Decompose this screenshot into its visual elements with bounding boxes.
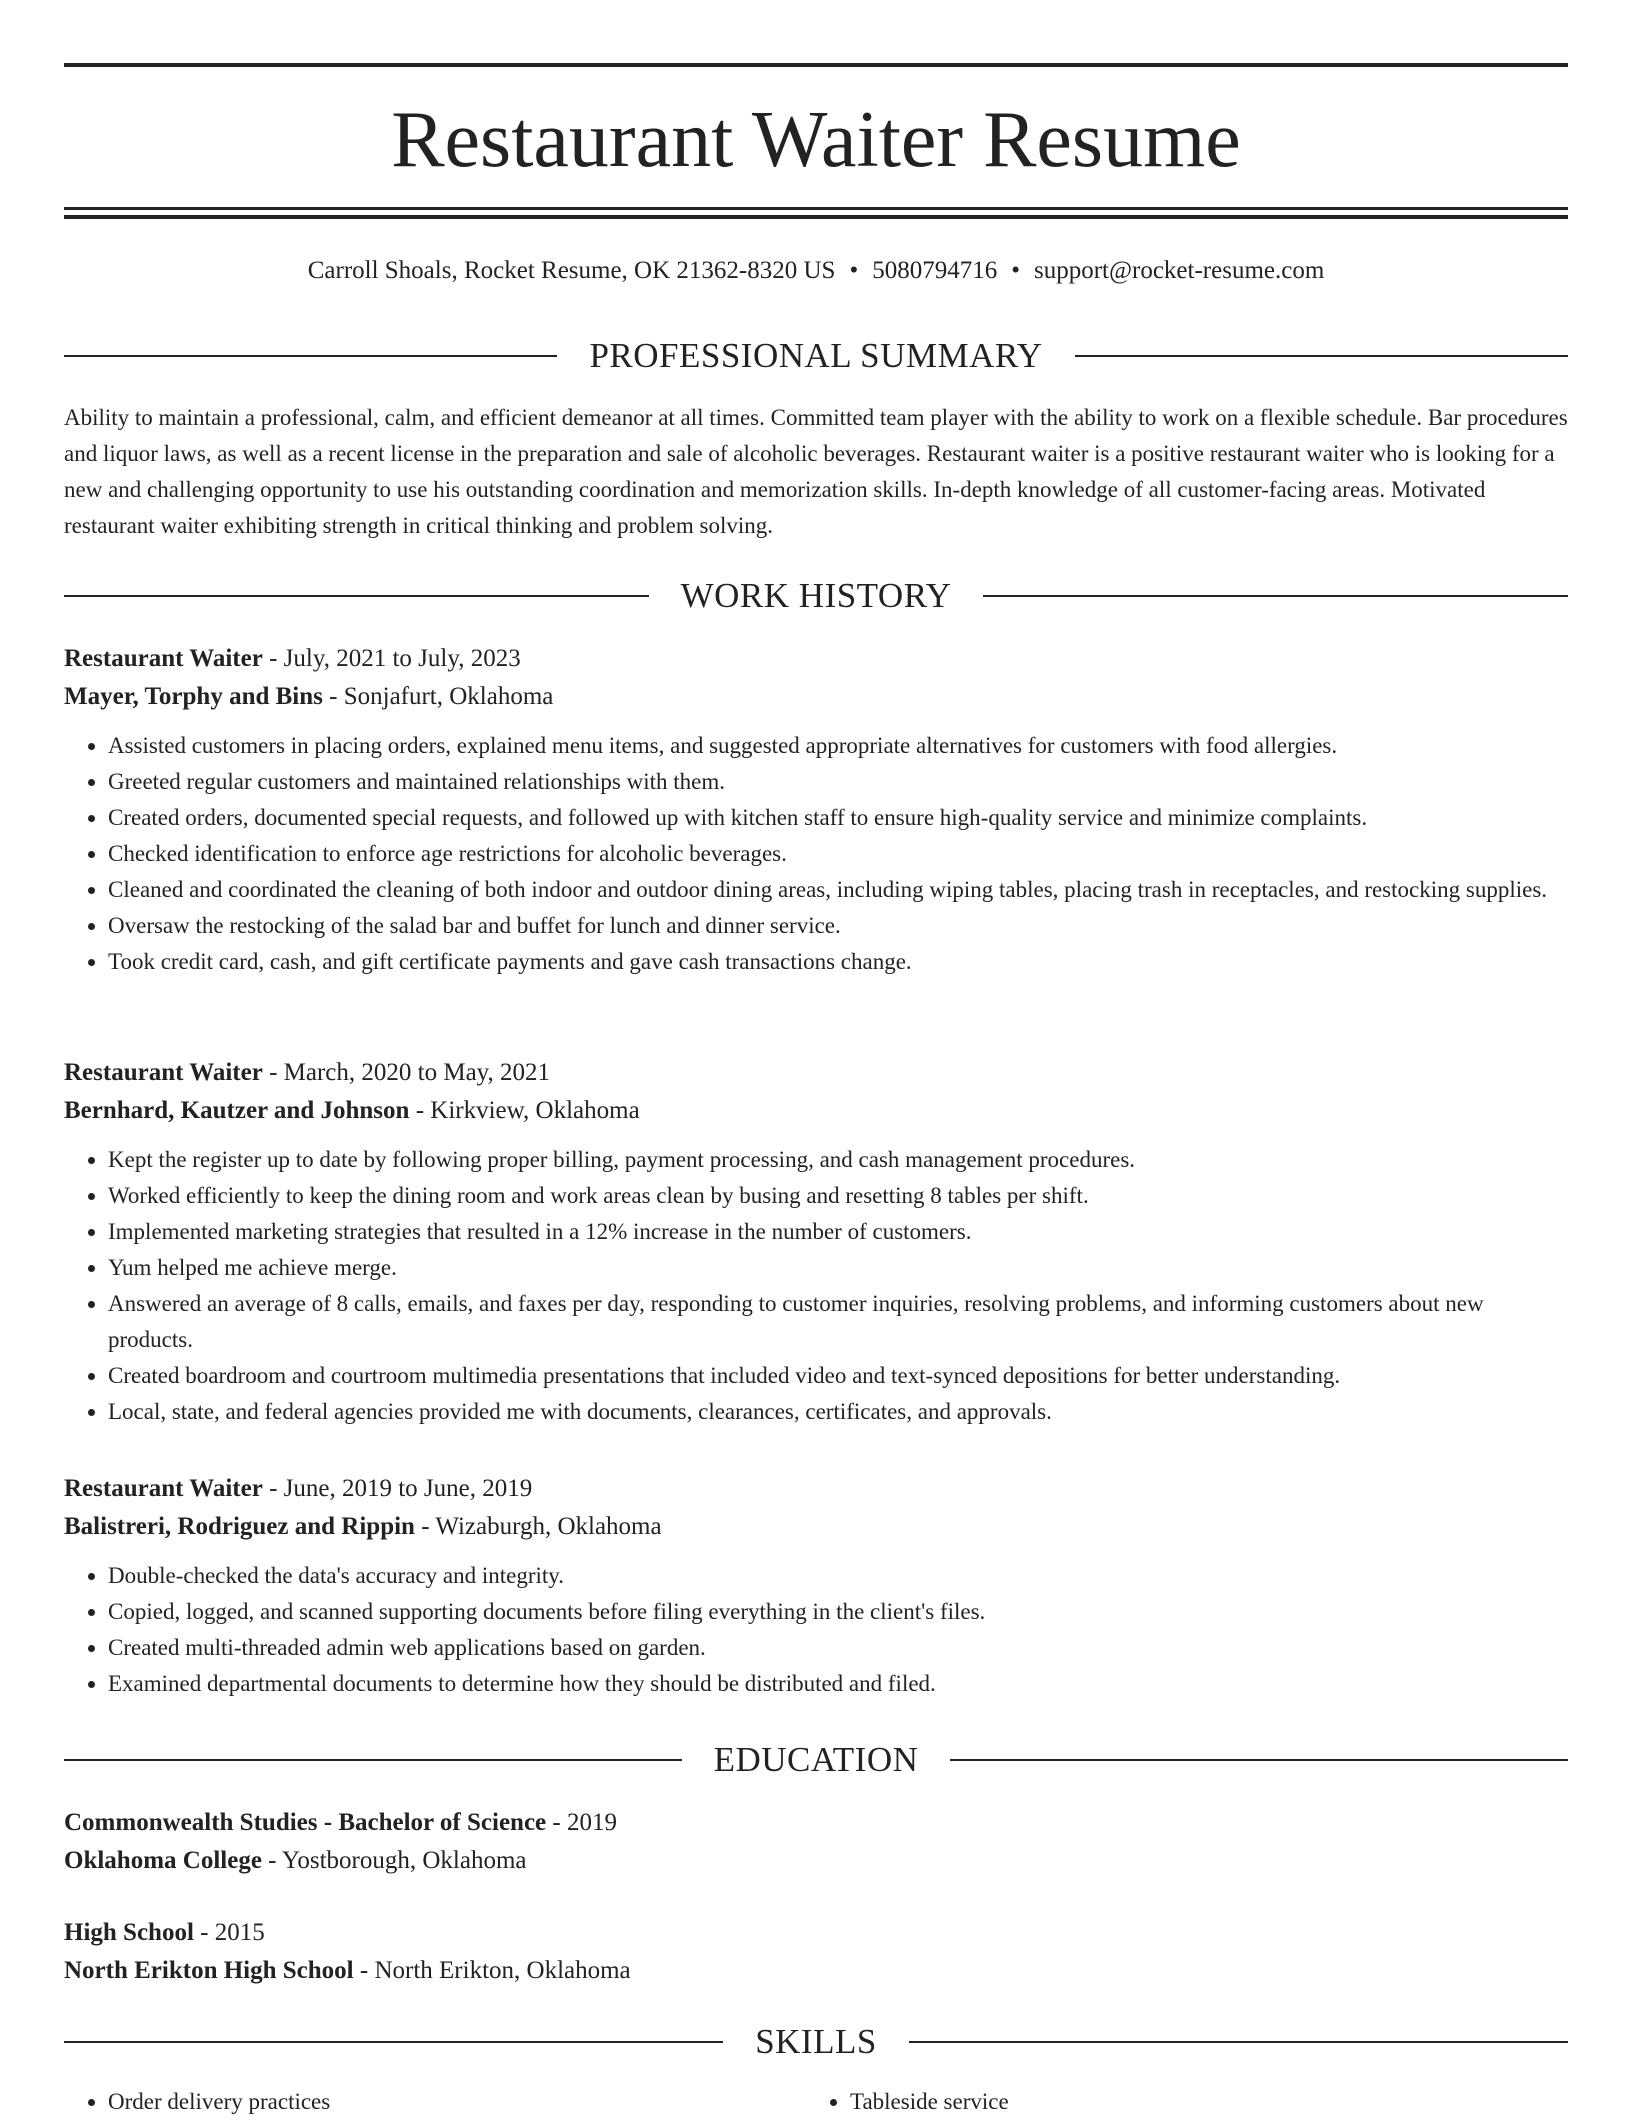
job-employer-line (64, 1508, 1568, 1546)
job-bullets (64, 1558, 1568, 1702)
list-item: • Answered an average of 8 calls, emails, and faxes per day, responding to customer inquiries, resolving problems, and informing customers about new products. (108, 1286, 1568, 1358)
top-rule (64, 63, 1568, 67)
list-item: • Checked identification to enforce age restrictions for alcoholic beverages. (108, 836, 1568, 872)
contact-address: Carroll Shoals, Rocket Resume, OK 21362-8320 US (307, 257, 836, 284)
section-heading-label: PROFESSIONAL SUMMARY (589, 336, 1043, 375)
list-item: • Local, state, and federal agencies provided me with documents, clearances, certificates, and approvals. (108, 1394, 1568, 1430)
education-school-line (64, 1842, 1568, 1880)
title-rule-lower (64, 215, 1568, 219)
section-heading-skills (64, 2022, 1568, 2062)
skill-item: • Tableside service (850, 2084, 1550, 2120)
job-employer: Bernhard, Kautzer and Johnson (64, 1097, 410, 1124)
job-entry (64, 1054, 1568, 1430)
education-location: - North Erikton, Oklahoma (353, 1957, 631, 1984)
education-location: - Yostborough, Oklahoma (261, 1847, 527, 1874)
list-item: • Copied, logged, and scanned supporting documents before filing everything in the client's files. (108, 1594, 1568, 1630)
job-bullets (64, 728, 1568, 980)
heading-rule (1075, 355, 1568, 357)
education-year: - 2019 (546, 1809, 617, 1836)
job-employer-line (64, 1092, 1568, 1130)
education-entry (64, 1914, 1568, 1990)
section-heading-summary (64, 336, 1568, 376)
list-item: • Created multi-threaded admin web applications based on garden. (108, 1630, 1568, 1666)
job-title-line (64, 1470, 1568, 1508)
list-item: • Kept the register up to date by following proper billing, payment processing, and cash management procedures. (108, 1142, 1568, 1178)
section-heading-work-history (64, 576, 1568, 616)
contact-email: support@rocket-resume.com (1033, 257, 1325, 284)
education-school: North Erikton High School (64, 1957, 354, 1984)
job-title-line (64, 1054, 1568, 1092)
heading-rule (950, 1759, 1568, 1761)
resume-title: Restaurant Waiter Resume (391, 96, 1241, 184)
summary-text: Ability to maintain a professional, calm, and efficient demeanor at all times. Committed team player with the ability to work on a flexible schedule. Bar procedures and liquor laws, as well as a recent license in the preparation and sale of alcoholic beverages. Restaurant waiter is a positive restaurant waiter who is looking for a new and challenging opportunity to use his outstanding coordination and memorization skills. In-depth knowledge of all customer-facing areas. Motivated restaurant waiter exhibiting strength in critical thinking and problem solving. (64, 405, 1568, 538)
heading-rule (64, 2041, 723, 2043)
list-item: • Worked efficiently to keep the dining room and work areas clean by busing and resetting 8 tables per shift. (108, 1178, 1568, 1214)
heading-rule (64, 1759, 682, 1761)
heading-rule (909, 2041, 1568, 2043)
education-degree-line (64, 1914, 1568, 1952)
job-entry (64, 1470, 1568, 1702)
list-item: • Double-checked the data's accuracy and integrity. (108, 1558, 1568, 1594)
job-employer: Balistreri, Rodriguez and Rippin (64, 1513, 415, 1540)
job-title: Restaurant Waiter (64, 1475, 263, 1502)
education-degree: High School (64, 1919, 194, 1946)
job-location: - Kirkview, Oklahoma (409, 1097, 640, 1124)
list-item: • Oversaw the restocking of the salad bar and buffet for lunch and dinner service. (108, 908, 1568, 944)
heading-rule (983, 595, 1568, 597)
job-location: - Sonjafurt, Oklahoma (322, 683, 554, 710)
heading-rule (64, 355, 557, 357)
list-item: • Greeted regular customers and maintained relationships with them. (108, 764, 1568, 800)
skills-list (64, 2084, 1568, 2120)
education-school-line (64, 1952, 1568, 1990)
contact-phone: 5080794716 (872, 257, 998, 284)
education-degree: Commonwealth Studies - Bachelor of Science (64, 1809, 547, 1836)
job-dates: - June, 2019 to June, 2019 (262, 1475, 533, 1502)
heading-rule (64, 595, 649, 597)
job-location: - Wizaburgh, Oklahoma (414, 1513, 662, 1540)
section-heading-education (64, 1740, 1568, 1780)
education-year: - 2015 (193, 1919, 265, 1946)
list-item: • Cleaned and coordinated the cleaning of both indoor and outdoor dining areas, including wiping tables, placing trash in receptacles, and restocking supplies. (108, 872, 1568, 908)
skills-column-right (64, 2084, 1550, 2120)
section-heading-label: SKILLS (755, 2022, 877, 2061)
list-item: • Created boardroom and courtroom multimedia presentations that included video and text-synced depositions for better understanding. (108, 1358, 1568, 1394)
education-degree-line (64, 1804, 1568, 1842)
job-entry (64, 640, 1568, 980)
job-bullets (64, 1142, 1568, 1430)
section-heading-label: WORK HISTORY (680, 576, 952, 615)
list-item: • Created orders, documented special requests, and followed up with kitchen staff to ensure high-quality service and minimize complaints. (108, 800, 1568, 836)
contact-separator: • (1011, 257, 1020, 284)
job-employer-line (64, 678, 1568, 716)
list-item: • Yum helped me achieve merge. (108, 1250, 1568, 1286)
contact-separator: • (849, 257, 859, 284)
job-dates: - March, 2020 to May, 2021 (262, 1059, 551, 1086)
job-employer: Mayer, Torphy and Bins (64, 683, 323, 710)
job-title: Restaurant Waiter (64, 645, 263, 672)
section-heading-label: EDUCATION (713, 1740, 919, 1779)
skill-item: • Order delivery practices (108, 2084, 808, 2120)
title-rule-upper (64, 207, 1568, 210)
list-item: • Assisted customers in placing orders, explained menu items, and suggested appropriate alternatives for customers with food allergies. (108, 728, 1568, 764)
job-dates: - July, 2021 to July, 2023 (262, 645, 521, 672)
education-school: Oklahoma College (64, 1847, 262, 1874)
job-title: Restaurant Waiter (64, 1059, 263, 1086)
list-item: • Examined departmental documents to determine how they should be distributed and filed. (108, 1666, 1568, 1702)
contact-line (64, 254, 1568, 288)
education-entry (64, 1804, 1568, 1880)
job-title-line (64, 640, 1568, 678)
list-item: • Took credit card, cash, and gift certificate payments and gave cash transactions change. (108, 944, 1568, 980)
list-item: • Implemented marketing strategies that resulted in a 12% increase in the number of customers. (108, 1214, 1568, 1250)
